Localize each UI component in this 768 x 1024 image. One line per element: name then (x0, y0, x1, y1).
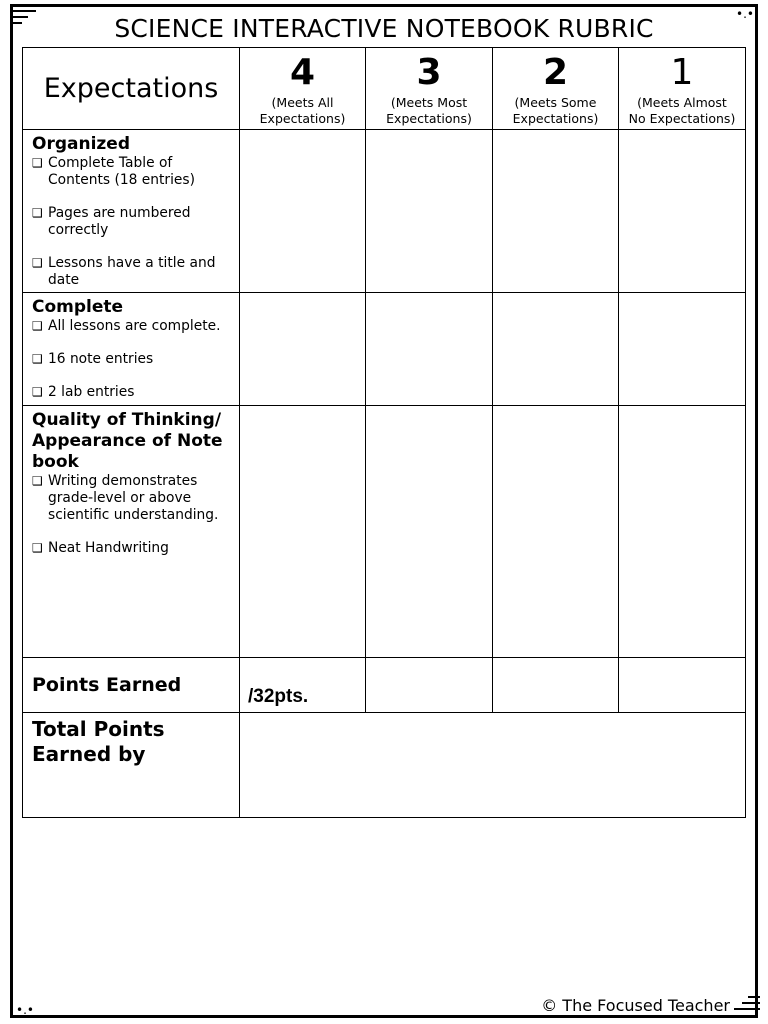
score-header-3 (366, 48, 493, 130)
criterion-cell (23, 130, 240, 293)
criterion-cell (23, 406, 240, 658)
checklist-item: ❑ Complete Table of Contents (18 entries) (32, 155, 195, 188)
header-row (23, 48, 746, 130)
checklist-item: ❑ All lessons are complete. (32, 318, 221, 334)
criterion-title: Complete (32, 297, 124, 317)
score-cell[interactable] (240, 406, 366, 658)
checklist-item: ❑ Writing demonstrates grade-level or above scientific understanding. (32, 473, 219, 523)
total-points-row (23, 713, 746, 818)
footer-credit: © The Focused Teacher (541, 996, 730, 1015)
checklist-item: ❑ 2 lab entries (32, 384, 135, 400)
score-cell[interactable] (493, 658, 619, 713)
criterion-row-complete (23, 293, 746, 406)
score-cell[interactable] (366, 658, 493, 713)
page-title: SCIENCE INTERACTIVE NOTEBOOK RUBRIC (114, 14, 654, 43)
criterion-cell (23, 293, 240, 406)
checkbox-icon: ❑ (32, 319, 43, 333)
checklist-item: ❑ 16 note entries (32, 351, 154, 367)
score-cell[interactable] (493, 406, 619, 658)
checklist-item: ❑ Neat Handwriting (32, 540, 169, 556)
score-cell[interactable] (240, 130, 366, 293)
score-cell[interactable] (619, 130, 746, 293)
score-number: 1 (670, 52, 694, 93)
points-earned-row (23, 658, 746, 713)
total-points-field[interactable] (240, 713, 746, 818)
decorative-dots-top-right: •.• (736, 7, 754, 21)
points-earned-value[interactable]: /32pts. (240, 658, 366, 713)
score-cell[interactable] (619, 406, 746, 658)
score-cell[interactable] (619, 293, 746, 406)
checkbox-icon: ❑ (32, 541, 43, 555)
score-header-2 (493, 48, 619, 130)
score-number: 2 (542, 52, 569, 93)
score-number: 4 (289, 52, 316, 93)
score-description: (Meets Almost No Expectations) (628, 95, 736, 126)
checkbox-icon: ❑ (32, 256, 43, 270)
criterion-title: Quality of Thinking/Appearance of Notebook (32, 410, 223, 472)
checkbox-icon: ❑ (32, 385, 43, 399)
checkbox-icon: ❑ (32, 156, 43, 170)
score-description: (Meets All Expectations) (259, 95, 346, 126)
rubric-table (22, 47, 746, 818)
checkbox-icon: ❑ (32, 206, 43, 220)
decorative-dots-bottom-left: •.• (16, 1003, 34, 1017)
score-cell[interactable] (366, 406, 493, 658)
score-cell[interactable] (240, 293, 366, 406)
decorative-lines-bottom-right (734, 996, 760, 1014)
expectations-header: Expectations (23, 48, 240, 130)
score-header-4 (240, 48, 366, 130)
score-cell[interactable] (366, 130, 493, 293)
score-description: (Meets Most Expectations) (386, 95, 472, 126)
score-number: 3 (416, 52, 442, 93)
score-cell[interactable] (493, 130, 619, 293)
criterion-title: Organized (32, 134, 130, 154)
score-cell[interactable] (366, 293, 493, 406)
criterion-row-organized (23, 130, 746, 293)
score-cell[interactable] (493, 293, 619, 406)
total-points-label: Total Points Earned by (23, 713, 240, 818)
score-cell[interactable] (619, 658, 746, 713)
score-header-1 (619, 48, 746, 130)
criterion-row-quality (23, 406, 746, 658)
points-earned-label: Points Earned (23, 658, 240, 713)
checklist-item: ❑ Lessons have a title and date (32, 255, 216, 288)
score-description: (Meets Some Expectations) (512, 95, 599, 126)
checkbox-icon: ❑ (32, 474, 43, 488)
checkbox-icon: ❑ (32, 352, 43, 366)
checklist-item: ❑ Pages are numbered correctly (32, 205, 191, 238)
